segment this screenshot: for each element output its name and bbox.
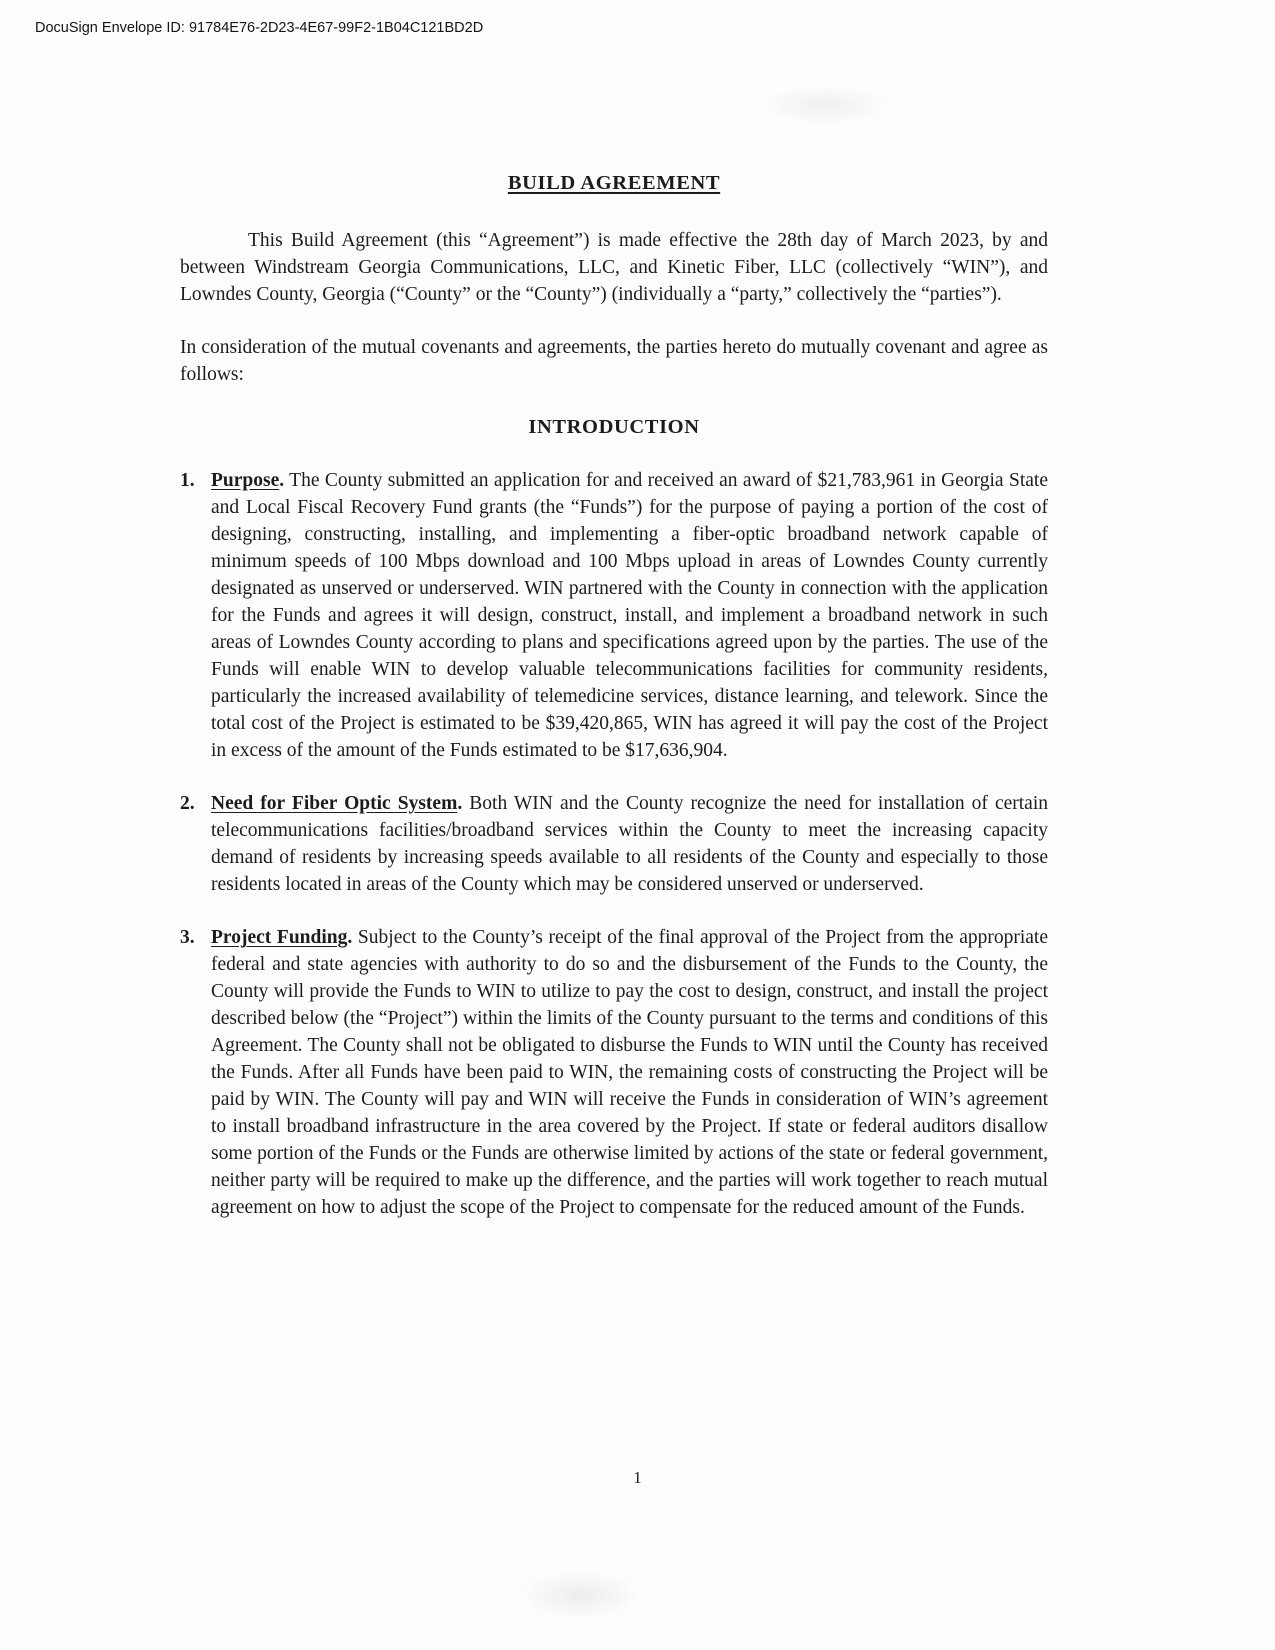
document-title [180, 170, 1048, 197]
item-text: The County submitted an application for and received an award of $21,783,961 in Georgia State and Local Fiscal Recovery Fund grants (the “Funds”) for the purpose of paying a portion of the cost of designing, constructing, installing, and implementing a fiber-optic broadband network capable of minimum speeds of 100 Mbps download and 100 Mbps upload in areas of Lowndes County currently designated as unserved or underserved. WIN partnered with the County in connection with the application for the Funds and agrees it will design, construct, install, and implement a broadband network in such areas of Lowndes County according to plans and specifications agreed upon by the parties. The use of the Funds will enable WIN to develop valuable telecommunications facilities for community residents, particularly the increased availability of telemedicine services, distance learning, and telework. Since the total cost of the Project is estimated to be $39,420,865, WIN has agreed it will pay the cost of the Project in excess of the amount of the Funds estimated to be $17,636,904. [211, 470, 1048, 761]
item-term-period: . [457, 793, 463, 814]
item-term: Need for Fiber Optic System [211, 793, 458, 814]
item-text: Subject to the County’s receipt of the final approval of the Project from the appropriate federal and state agencies with authority to do so and the disbursement of the Funds to the County, the County will provide the Funds to WIN to utilize to pay the cost to design, construct, and install the project described below (the “Project”) within the limits of the County pursuant to the terms and conditions of this Agreement. The County shall not be obligated to disburse the Funds to WIN until the County has received the Funds. After all Funds have been paid to WIN, the remaining costs of constructing the Project will be paid by WIN. The County will pay and WIN will receive the Funds in consideration of WIN’s agreement to install broadband infrastructure in the area covered by the Project. If state or federal auditors disallow some portion of the Funds or the Funds are otherwise limited by actions of the state or federal government, neither party will be required to make up the difference, and the parties will work together to reach mutual agreement on how to adjust the scope of the Project to compensate for the reduced amount of the Funds. [211, 927, 1048, 1218]
scan-smudge-bottom [520, 1570, 640, 1620]
item-number: 3. [180, 927, 195, 948]
item-number: 1. [180, 470, 195, 491]
docusign-envelope-id: DocuSign Envelope ID: 91784E76-2D23-4E67-99F2-1B04C121BD2D [35, 20, 484, 36]
item-term: Project Funding [211, 927, 348, 948]
document-title-text: BUILD AGREEMENT [507, 172, 721, 194]
item-number: 2. [180, 793, 195, 814]
item-term: Purpose [211, 470, 280, 491]
document-body [180, 170, 1048, 1247]
consideration-paragraph: In consideration of the mutual covenants and agreements, the parties hereto do mutually covenant and agree as follows: [180, 337, 1048, 385]
section-heading-introduction: INTRODUCTION [528, 416, 700, 438]
page-number: 1 [633, 1468, 642, 1487]
item-term-period: . [347, 927, 353, 948]
list-item-project-funding [180, 924, 1048, 1221]
list-item-need-for-fiber-optic-system [180, 790, 1048, 898]
item-text: Both WIN and the County recognize the need for installation of certain telecommunications facilities/broadband services within the County to meet the increasing capacity demand of residents by increasing speeds available to all residents of the County and especially to those residents located in areas of the County which may be considered unserved or underserved. [211, 793, 1048, 895]
item-term-period: . [279, 470, 285, 491]
list-item-purpose [180, 467, 1048, 764]
scan-smudge-top [760, 85, 890, 125]
intro-paragraph: This Build Agreement (this “Agreement”) is made effective the 28th day of March 2023, by and between Windstream Georgia Communications, LLC, and Kinetic Fiber, LLC (collectively “WIN”), and Lowndes County, Georgia (“County” or the “County”) (individually a “party,” collectively the “parties”). [180, 230, 1048, 305]
